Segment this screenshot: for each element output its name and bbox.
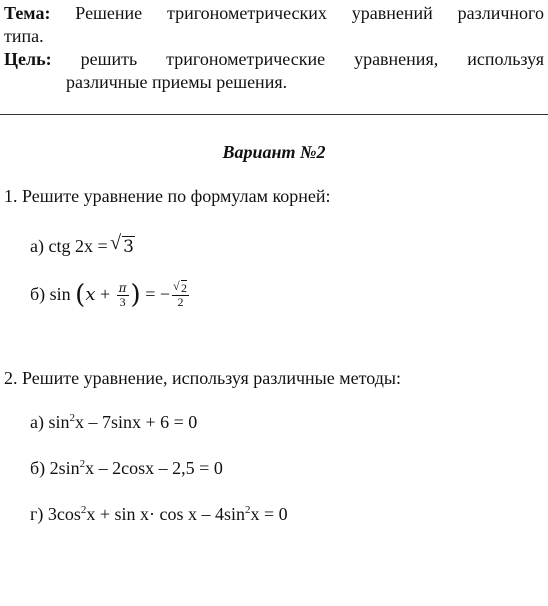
eq-part: г) 3cos (30, 504, 81, 524)
superscript: 2 (79, 458, 86, 470)
topic-word: тригонометрических (167, 3, 327, 23)
topic-word: различного (457, 3, 544, 23)
eq-part: x – 2cosx – 2,5 = 0 (85, 458, 223, 478)
eq-part: x + sin x· cos x – 4sin (86, 504, 246, 524)
topic-label: Тема: (4, 3, 51, 23)
topic-word: Решение (75, 3, 143, 23)
close-paren: ) (130, 280, 141, 310)
task1-a-text: а) ctg 2x = (30, 236, 113, 256)
fraction-numerator (172, 279, 189, 296)
open-paren: ( (75, 280, 86, 310)
task1-item-b (30, 280, 191, 310)
sqrt-expression (173, 279, 187, 296)
fraction-sqrt2-2 (172, 279, 189, 310)
goal-line (4, 48, 544, 71)
fraction-pi-3 (117, 282, 129, 309)
divider-line (0, 114, 548, 115)
task1-b-prefix: б) sin (30, 284, 76, 304)
topic-continuation: типа. (4, 26, 44, 46)
fraction-numerator: π (118, 281, 127, 296)
goal-continuation: различные приемы решения. (66, 72, 288, 92)
superscript: 2 (69, 412, 75, 424)
variant-title: Вариант №2 (222, 142, 326, 162)
task1-title: 1. Решите уравнение по формулам корней: (4, 186, 331, 206)
radicand: 3 (123, 237, 134, 257)
eq-part: x = 0 (250, 504, 288, 524)
task2-item-b (30, 458, 223, 479)
radicand: 2 (181, 281, 187, 296)
task2-item-g (30, 504, 288, 525)
radical-sign: √ (110, 232, 122, 254)
variable-x: x (85, 284, 96, 305)
eq-part: б) 2sin (30, 458, 80, 478)
superscript: 2 (245, 504, 251, 516)
fraction-denominator: 3 (119, 295, 126, 310)
task1-item-a (30, 232, 135, 257)
fraction-denominator: 2 (177, 295, 184, 310)
task2-item-a (30, 412, 197, 433)
radical-sign: √ (173, 279, 180, 294)
goal-word: используя (467, 49, 544, 69)
superscript: 2 (80, 504, 87, 516)
eq-part: x – 7sinx + 6 = 0 (75, 412, 198, 432)
goal-label: Цель: (4, 49, 52, 69)
goal-word: тригонометрические (166, 49, 326, 69)
goal-word: решить (80, 49, 138, 69)
topic-line (4, 2, 544, 25)
equals-minus: = − (140, 284, 170, 304)
goal-word: уравнения, (354, 49, 439, 69)
topic-word: уравнений (351, 3, 433, 23)
sqrt-expression (110, 232, 135, 257)
eq-part: а) sin (30, 412, 70, 432)
task2-title: 2. Решите уравнение, используя различные методы: (4, 368, 401, 388)
plus-sign: + (95, 284, 115, 304)
header-block (4, 2, 544, 94)
